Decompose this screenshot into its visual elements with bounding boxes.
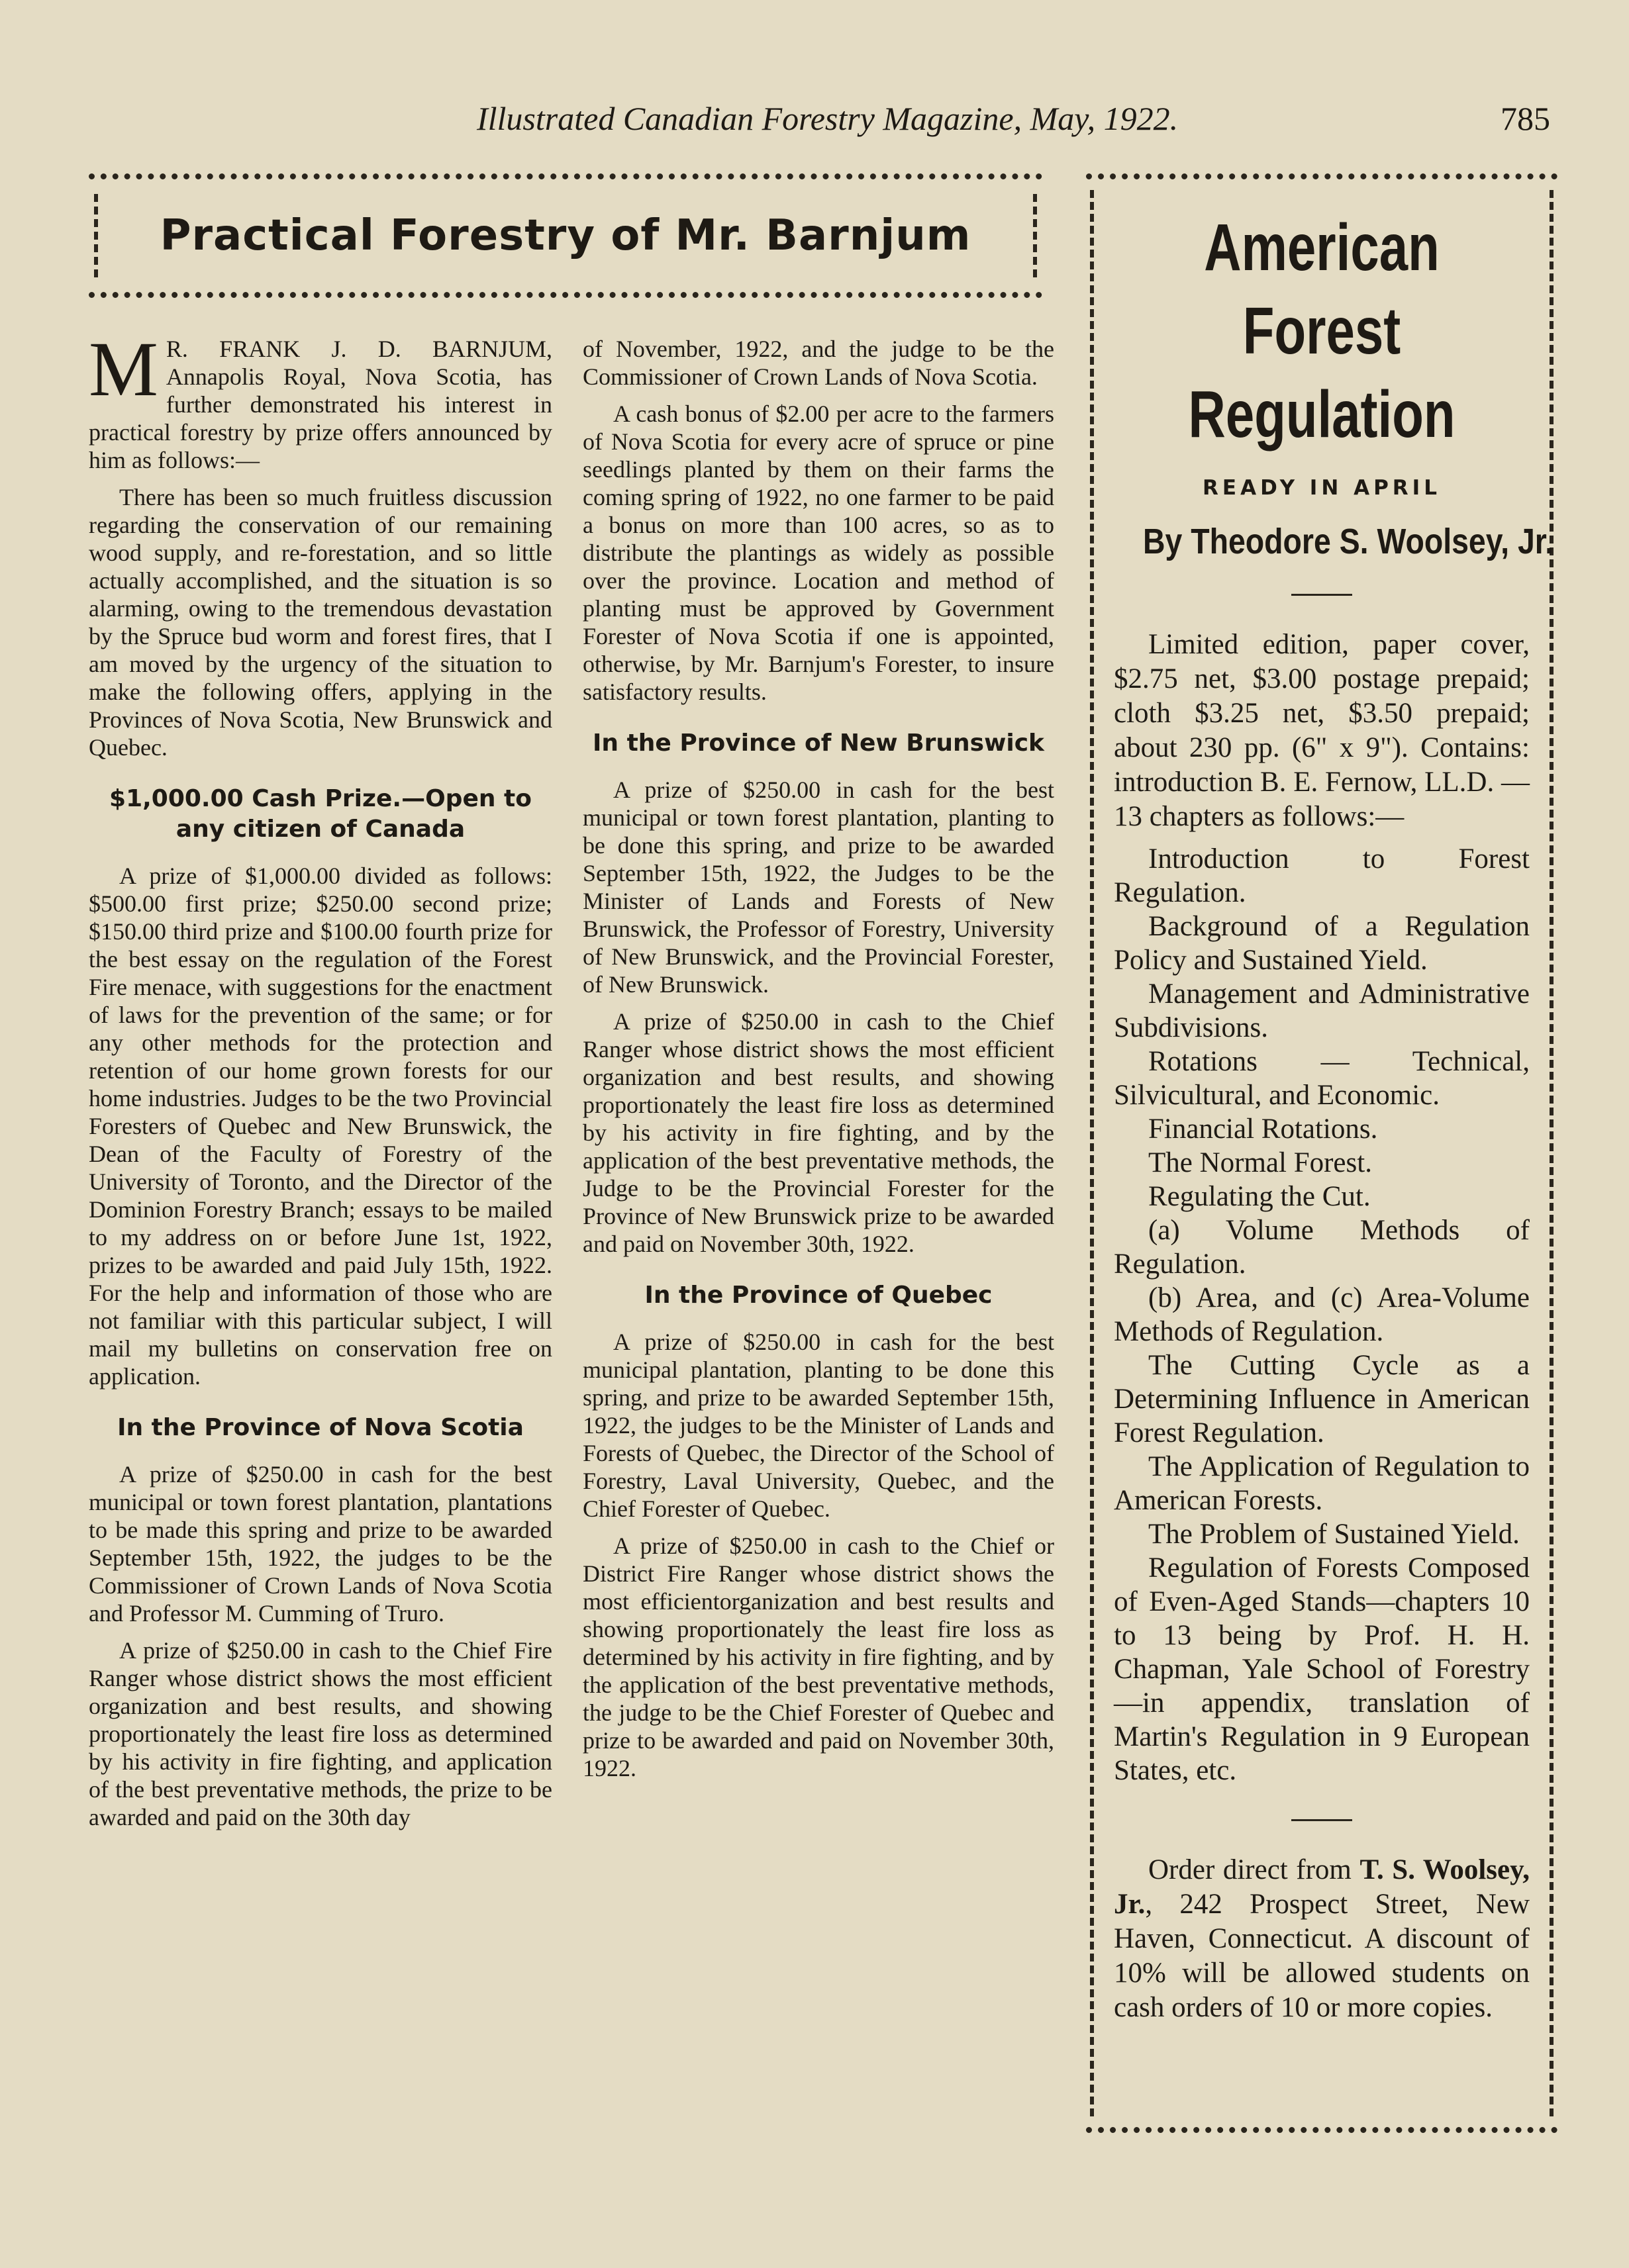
paragraph: of November, 1922, and the judge to be the Commissioner of Crown Lands of Nova Scotia. — [583, 336, 1054, 390]
section-heading: In the Province of New Brunswick — [593, 730, 1044, 757]
section-heading: $1,000.00 Cash Prize.—Open to any citizen of Canada — [109, 785, 532, 843]
chapter-item: Rotations — Technical, Silvicultural, and Economic. — [1114, 1046, 1530, 1111]
paragraph: A prize of $250.00 in cash to the Chief or District Fire Ranger whose district shows the most efficientorganization and best results and showing proportionately the least fire loss as determined by his activity in fire fighting, and by the application of the best preventative methods, the judge to be the Chief Forester of Quebec and prize to be awarded and paid on November 30th, 1922. — [583, 1533, 1054, 1781]
divider — [1291, 1819, 1352, 1821]
drop-cap: M — [89, 326, 158, 412]
article-title-box — [89, 173, 1042, 298]
ad-edition-info: Limited edition, paper cover, $2.75 net, $3.00 postage prepaid; cloth $3.25 net, $3.50 prepaid; about 230 pp. (6" x 9"). Contains: introduction B. E. Fernow, LL.D. —13 chapters as follows:— — [1114, 629, 1530, 832]
chapter-item: Regulation of Forests Composed of Even-Aged Stands—chapters 10 to 13 being by Prof. H. H. Chapman, Yale School of Forestry —in appendix, translation of Martin's Regulation in 9 European States, etc. — [1114, 1552, 1530, 1786]
divider — [1291, 594, 1352, 596]
paragraph: A prize of $250.00 in cash to the Chief Fire Ranger whose district shows the most efficient organization and best results, and showing proportionately the least fire loss as determined by his activity in fire fighting, and application of the best preventative methods, the prize to be awarded and paid on the 30th day — [89, 1637, 552, 1830]
chapter-item: The Cutting Cycle as a Determining Influence in American Forest Regulation. — [1114, 1350, 1530, 1448]
running-head — [0, 99, 1629, 146]
paragraph: A prize of $250.00 in cash for the best municipal or town forest plantation, plantations to be made this spring and prize to be awarded September 15th, 1922, the judges to be the Commissioner of Crown Lands of Nova Scotia and Professor M. Cumming of Truro. — [89, 1461, 552, 1627]
intro-paragraph: M R. FRANK J. D. BARNJUM, Annapolis Royal, Nova Scotia, has further demonstrated his interest in practical forestry by prize offers announced by him as follows:— — [89, 326, 552, 473]
ad-title: American Forest Regulation — [1188, 211, 1456, 451]
chapter-item: Background of a Regulation Policy and Sustained Yield. — [1114, 911, 1530, 976]
chapter-item: (b) Area, and (c) Area-Volume Methods of Regulation. — [1114, 1282, 1530, 1347]
chapter-list — [1114, 842, 1530, 1787]
chapter-item: The Normal Forest. — [1148, 1147, 1372, 1178]
section-heading: In the Province of Quebec — [644, 1282, 993, 1309]
chapter-item: Introduction to Forest Regulation. — [1114, 843, 1530, 908]
paragraph: A prize of $1,000.00 divided as follows: $500.00 first prize; $250.00 second prize; $150.00 third prize and $100.00 fourth prize for the best essay on the regulation of the Forest Fire menace, with suggestions for the enactment of laws for the prevention of the same; or for any other methods for the protection and retention of our home grown forests for our home industries. Judges to be the two Provincial Foresters of Quebec and New Brunswick, the Dean of the Faculty of Forestry of the University of Toronto, and the Director of the Dominion Forestry Branch; essays to be mailed to my address on or before June 1st, 1922, prizes to be awarded and paid July 15th, 1922. For the help and information of those who are not familiar with this particular subject, I will mail my bulletins on conservation free on application. — [89, 863, 552, 1390]
chapter-item: Management and Administrative Subdivisions. — [1114, 978, 1530, 1043]
book-advertisement — [1086, 173, 1557, 2133]
paragraph: A prize of $250.00 in cash for the best municipal plantation, planting to be done this spring, and prize to be awarded September 15th, 1922, the judges to be the Minister of Lands and Forests of Quebec, the Director of the School of Forestry, Laval University, Quebec, and the Chief Forester of Quebec. — [583, 1329, 1054, 1522]
journal-title: Illustrated Canadian Forestry Magazine, May, 1922. — [477, 100, 1179, 137]
chapter-item: (a) Volume Methods of Regulation. — [1114, 1215, 1530, 1280]
chapter-item: Regulating the Cut. — [1148, 1181, 1371, 1212]
chapter-item: The Problem of Sustained Yield. — [1148, 1519, 1520, 1550]
article-title: Practical Forestry of Mr. Barnjum — [160, 211, 971, 260]
section-heading: In the Province of Nova Scotia — [117, 1414, 524, 1441]
page-number: 785 — [1501, 100, 1550, 137]
paragraph: There has been so much fruitless discussion regarding the conservation of our remaining wood supply, and re-forestation, and so little actually accomplished, and the situation is so alarming, owing to the tremendous devastation by the Spruce bud worm and forest fires, that I am moved by the urgency of the situation to make the following offers, applying in the Provinces of Nova Scotia, New Brunswick and Quebec. — [89, 484, 552, 761]
order-info: Order direct from T. S. Woolsey, Jr., 242 Prospect Street, New Haven, Connecticut. A discount of 10% will be allowed students on cash orders of 10 or more copies. — [1114, 1854, 1530, 2023]
ad-author: By Theodore S. Woolsey, Jr. — [1142, 522, 1554, 561]
paragraph: A prize of $250.00 in cash for the best municipal or town forest plantation, planting to be done this spring, and prize to be awarded September 15th, 1922, the Judges to be the Minister of Lands and Forests of New Brunswick, the Professor of Forestry, University of New Brunswick, and the Provincial Forester, of New Brunswick. — [583, 777, 1054, 998]
article-column-1 — [89, 326, 552, 1840]
chapter-item: The Application of Regulation to American Forests. — [1114, 1451, 1530, 1516]
ad-ready-notice: READY IN APRIL — [1203, 476, 1441, 500]
paragraph: A prize of $250.00 in cash to the Chief Ranger whose district shows the most efficient organization and best results, and showing proportionately the least fire loss as determined by his activity in fire fighting, and by the application of the best preventative methods, the Judge to be the Provincial Forester for the Province of New Brunswick prize to be awarded and paid on November 30th, 1922. — [583, 1008, 1054, 1257]
order-name: T. S. Woolsey, Jr. — [1114, 1854, 1530, 1920]
chapter-item: Financial Rotations. — [1148, 1113, 1378, 1145]
paragraph: A cash bonus of $2.00 per acre to the farmers of Nova Scotia for every acre of spruce or pine seedlings planted by them on their farms the coming spring of 1922, no one farmer to be paid a bonus on more than 100 acres, so as to distribute the plantings as widely as possible over the province. Location and method of planting must be approved by Government Forester of Nova Scotia if one is appointed, otherwise, by Mr. Barnjum's Forester, to insure satisfactory results. — [583, 401, 1054, 705]
article-column-2 — [583, 335, 1054, 1791]
